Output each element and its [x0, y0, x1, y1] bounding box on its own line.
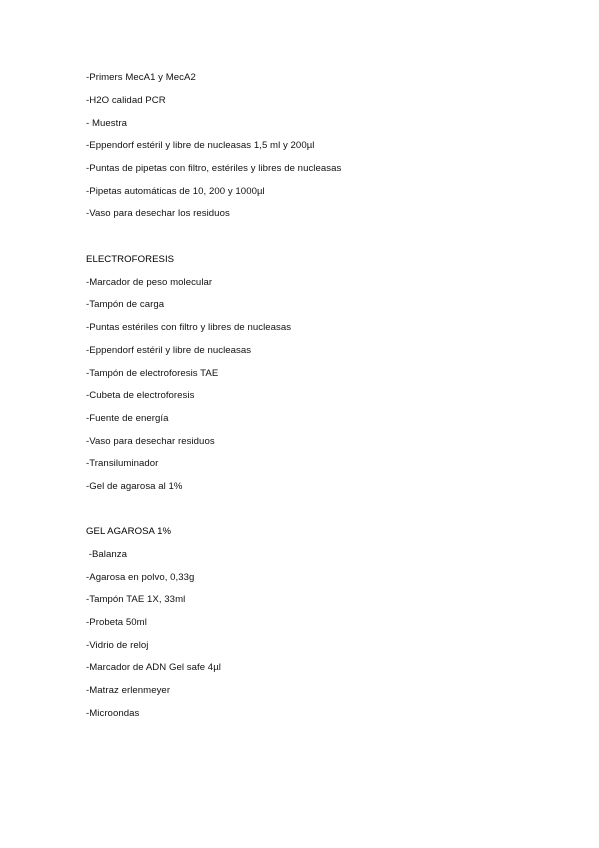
list-item: -Puntas estériles con filtro y libres de nucleasas	[86, 322, 292, 333]
list-item: -Tampón de carga	[86, 299, 165, 310]
list-item: -Matraz erlenmeyer	[86, 685, 171, 696]
list-item: -Vaso para desechar residuos	[86, 436, 215, 447]
section-heading-gel-agarosa: GEL AGAROSA 1%	[86, 526, 172, 537]
list-item: -Fuente de energía	[86, 413, 169, 424]
list-item: -Vaso para desechar los residuos	[86, 208, 230, 219]
list-item: -Balanza	[86, 549, 127, 560]
list-item: -H2O calidad PCR	[86, 95, 166, 106]
list-item: -Gel de agarosa al 1%	[86, 481, 183, 492]
list-item: -Agarosa en polvo, 0,33g	[86, 572, 195, 583]
list-item: -Microondas	[86, 708, 140, 719]
list-item: -Marcador de ADN Gel safe 4µl	[86, 662, 221, 673]
list-item: -Tampón de electroforesis TAE	[86, 368, 219, 379]
section-heading-electroforesis: ELECTROFORESIS	[86, 254, 175, 265]
list-item: -Puntas de pipetas con filtro, estériles y libres de nucleasas	[86, 163, 342, 174]
list-item: - Muestra	[86, 118, 127, 129]
list-item: -Eppendorf estéril y libre de nucleasas 1,5 ml y 200µl	[86, 140, 315, 151]
list-item: -Transiluminador	[86, 458, 159, 469]
list-item: -Tampón TAE 1X, 33ml	[86, 594, 186, 605]
list-item: -Marcador de peso molecular	[86, 277, 213, 288]
list-item: -Pipetas automáticas de 10, 200 y 1000µl	[86, 186, 265, 197]
list-item: -Cubeta de electroforesis	[86, 390, 195, 401]
list-item: -Primers MecA1 y MecA2	[86, 72, 196, 83]
list-item: -Vidrio de reloj	[86, 640, 149, 651]
list-item: -Probeta 50ml	[86, 617, 147, 628]
list-item: -Eppendorf estéril y libre de nucleasas	[86, 345, 252, 356]
